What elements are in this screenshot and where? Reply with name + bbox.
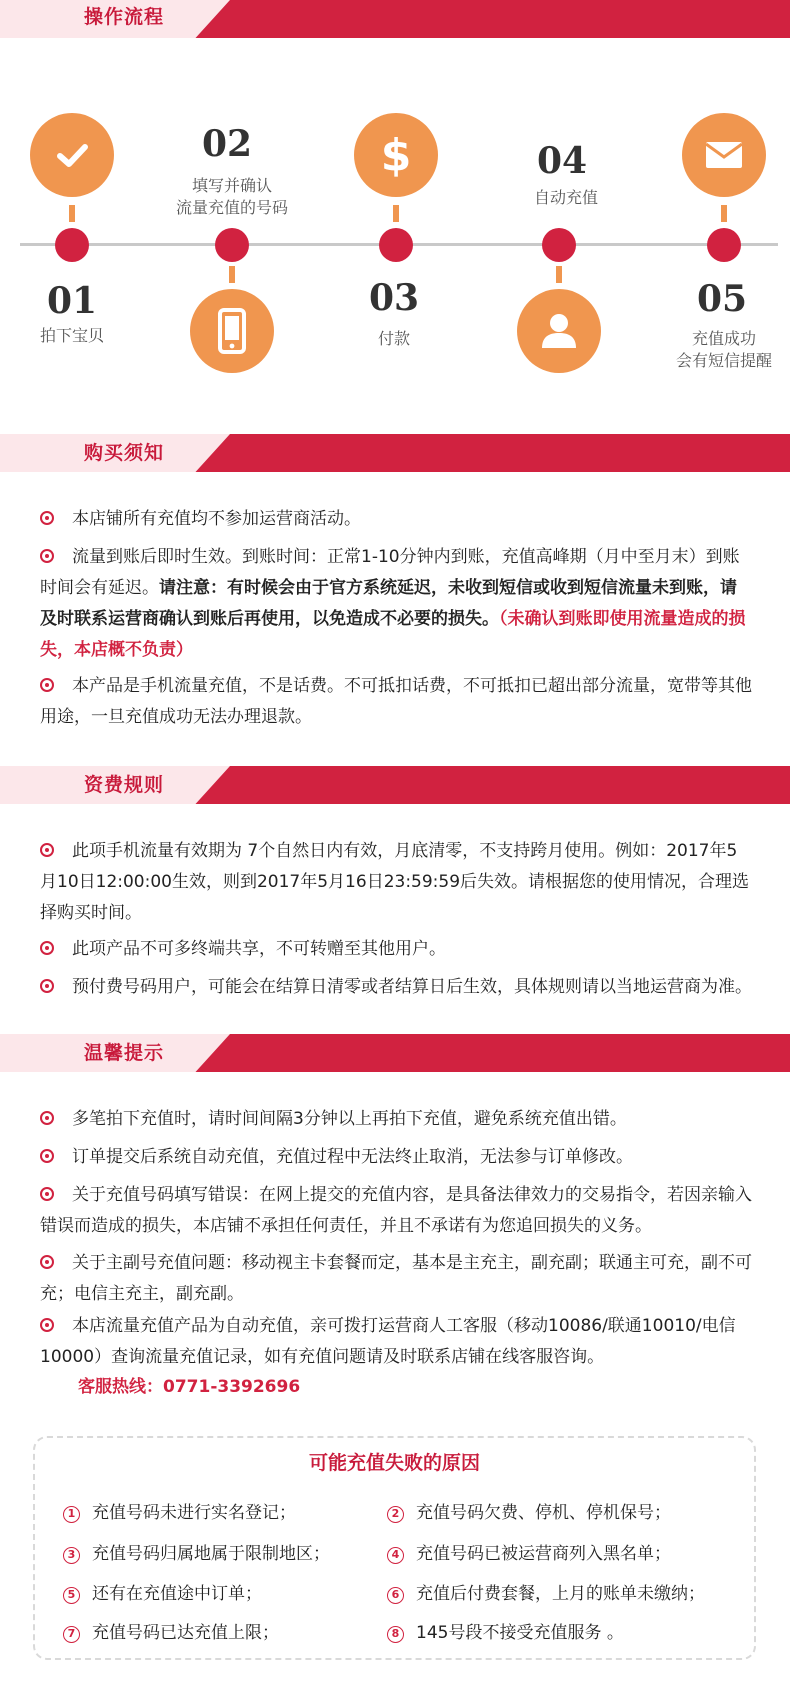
step-number-2: 02	[201, 123, 253, 165]
notice-item-1: 本店铺所有充值均不参加运营商活动。	[40, 504, 752, 535]
failure-reasons-box	[33, 1436, 756, 1660]
step-label-2	[152, 175, 312, 219]
step-label-2-line2: 流量充值的号码	[175, 198, 288, 217]
step-number-1: 01	[46, 280, 98, 322]
number-badge-icon: 3	[63, 1547, 80, 1564]
section-title-process: 操作流程	[84, 6, 165, 28]
fee-item-2: 此项产品不可多终端共享，不可转赠至其他用户。	[40, 934, 752, 965]
step-label-5-line2: 会有短信提醒	[675, 351, 772, 370]
bullet-icon	[40, 1187, 54, 1201]
failure-item: 2 充值号码欠费、停机、停机保号；	[387, 1498, 671, 1528]
failure-item: 6 充值后付费套餐，上月的账单未缴纳；	[387, 1579, 705, 1609]
bullet-icon	[40, 979, 54, 993]
notice-item-2: 流量到账后即时生效。到账时间：正常1-10分钟内到账，充值高峰期（月中至月末）到账时间会有延迟。请注意：有时候会由于官方系统延迟，未收到短信或收到短信流量未到账，请及时联系运营商确认到账后再使用，以免造成不必要的损失。（未确认到账即使用流量造成的损失，本店概不负责）	[40, 547, 746, 660]
bullet-icon	[40, 1149, 54, 1163]
failure-item: 3 充值号码归属地属于限制地区；	[63, 1539, 330, 1569]
bullet-icon	[40, 678, 54, 692]
number-badge-icon: 6	[387, 1587, 404, 1604]
tips-item-1: 多笔拍下充值时，请时间间隔3分钟以上再拍下充值，避免系统充值出错。	[40, 1104, 752, 1135]
tips-item-3: 关于充值号码填写错误：在网上提交的充值内容，是具备法律效力的交易指令，若因亲输入错误而造成的损失，本店铺不承担任何责任，并且不承诺有为您追回损失的义务。	[40, 1185, 752, 1236]
step-label-2-line1: 填写并确认	[191, 176, 272, 195]
bullet-icon	[40, 941, 54, 955]
bullet-icon	[40, 1255, 54, 1269]
bullet-icon	[40, 549, 54, 563]
step-connector	[721, 205, 727, 222]
fee-item-3: 预付费号码用户，可能会在结算日清零或者结算日后生效，具体规则请以当地运营商为准。	[40, 972, 752, 1003]
step-label-4: 自动充值	[533, 188, 598, 207]
step-number-4: 04	[536, 140, 588, 182]
step-label-5	[644, 328, 790, 372]
service-hotline: 客服热线：0771-3392696	[78, 1377, 301, 1397]
section-header-fee	[0, 766, 790, 804]
step-connector	[69, 205, 75, 222]
timeline-dot	[542, 228, 576, 262]
bullet-icon	[40, 1318, 54, 1332]
number-badge-icon: 8	[387, 1626, 404, 1643]
tips-item-5: 本店流量充值产品为自动充值，亲可拨打运营商人工客服（移动10086/联通10010/电信10000）查询流量充值记录，如有充值问题请及时联系店铺在线客服咨询。	[40, 1316, 736, 1367]
phone-icon	[190, 289, 274, 373]
step-label-1: 拍下宝贝	[39, 326, 104, 345]
check-icon	[30, 113, 114, 197]
step-connector	[393, 205, 399, 222]
number-badge-icon: 5	[63, 1587, 80, 1604]
section-header-tips	[0, 1034, 790, 1072]
failure-item: 4 充值号码已被运营商列入黑名单；	[387, 1539, 671, 1569]
failure-item: 1 充值号码未进行实名登记；	[63, 1498, 296, 1528]
dollar-icon: $	[354, 113, 438, 197]
fee-item-1: 此项手机流量有效期为 7个自然日内有效，月底清零，不支持跨月使用。例如：2017年5月10日12:00:00生效，则到2017年5月16日23:59:59后失效。请根据您的使用情况，合理选择购买时间。	[40, 841, 750, 923]
timeline-dot	[707, 228, 741, 262]
bullet-icon	[40, 843, 54, 857]
step-number-3: 03	[368, 277, 420, 319]
notice-item-3: 本产品是手机流量充值，不是话费。不可抵扣话费，不可抵扣已超出部分流量，宽带等其他用途，一旦充值成功无法办理退款。	[40, 676, 752, 727]
section-title-fee: 资费规则	[84, 774, 165, 796]
step-connector	[229, 266, 235, 283]
bullet-icon	[40, 1111, 54, 1125]
section-title-tips: 温馨提示	[84, 1042, 165, 1064]
notice-warning: 请注意：有时候会由于官方系统延迟，未收到短信或收到短信流量未到账，请及时联系运营商确认到账后再使用，以免造成不必要的损失。	[40, 578, 737, 629]
failure-item: 5 还有在充值途中订单；	[63, 1579, 262, 1609]
timeline-dot	[379, 228, 413, 262]
mail-icon	[682, 113, 766, 197]
failure-title: 可能充值失败的原因	[308, 1452, 480, 1474]
number-badge-icon: 2	[387, 1506, 404, 1523]
bullet-icon	[40, 511, 54, 525]
step-label-5-line1: 充值成功	[691, 329, 756, 348]
section-title-notice: 购买须知	[84, 442, 165, 464]
step-connector	[556, 266, 562, 283]
number-badge-icon: 1	[63, 1506, 80, 1523]
step-number-5: 05	[696, 278, 748, 320]
step-label-3: 付款	[377, 329, 410, 348]
failure-item: 8 145号段不接受充值服务 。	[387, 1618, 624, 1648]
section-header-notice	[0, 434, 790, 472]
timeline-dot	[215, 228, 249, 262]
failure-item: 7 充值号码已达充值上限；	[63, 1618, 279, 1648]
number-badge-icon: 4	[387, 1547, 404, 1564]
timeline-dot	[55, 228, 89, 262]
notice-disclaimer: （未确认到账即使用流量造成的损失，本店概不负责）	[40, 609, 746, 660]
tips-item-4: 关于主副号充值问题：移动视主卡套餐而定，基本是主充主，副充副；联通主可充，副不可充；电信主充主，副充副。	[40, 1253, 752, 1304]
section-header-process	[0, 0, 790, 38]
user-icon	[517, 289, 601, 373]
number-badge-icon: 7	[63, 1626, 80, 1643]
tips-item-2: 订单提交后系统自动充值，充值过程中无法终止取消，无法参与订单修改。	[40, 1142, 752, 1173]
